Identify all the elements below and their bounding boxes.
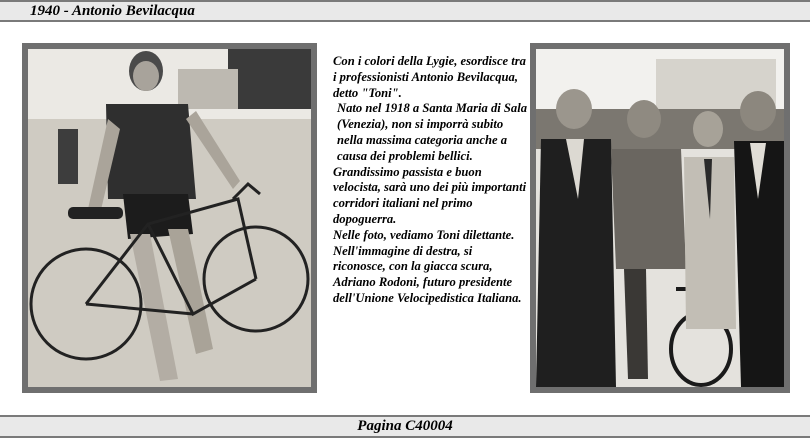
photo-cyclist-with-bike	[22, 43, 317, 393]
caption-paragraph: Nelle foto, vediamo Toni dilettante. Nell'immagine di destra, si riconosce, con la giacca scura, Adriano Rodoni, futuro presidente dell'Unione Velocipedistica Italiana.	[333, 227, 522, 305]
photo-group-image	[536, 49, 784, 387]
page-title: 1940 - Antonio Bevilacqua	[30, 3, 195, 19]
footer-bar	[0, 415, 810, 438]
photo-cyclist-image	[28, 49, 311, 387]
header-bar	[0, 0, 810, 22]
page-number: Pagina C40004	[357, 418, 453, 434]
bio-paragraph: Nato nel 1918 a Santa Maria di Sala (Venezia), non si imporrà subito nella massima categoria anche a causa dei problemi bellici.	[337, 101, 527, 163]
intro-paragraph: Con i colori della Lygie, esordisce tra i professionisti Antonio Bevilacqua, detto "Toni".	[333, 54, 526, 100]
career-paragraph: Grandissimo passista e buon velocista, sarà uno dei più importanti corridori italiani nel primo dopoguerra.	[333, 164, 527, 226]
article-text	[333, 54, 528, 307]
photo-group-with-rodoni	[530, 43, 790, 393]
